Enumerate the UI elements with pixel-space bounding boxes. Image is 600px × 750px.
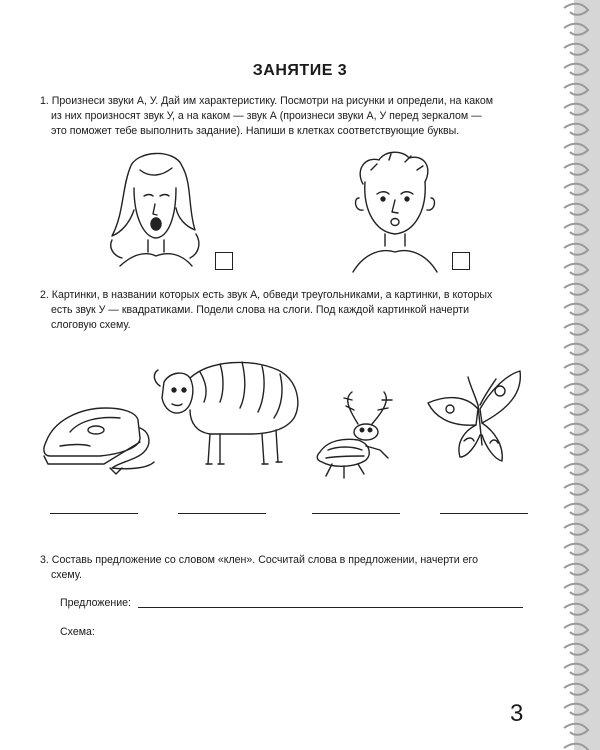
scheme-label: Схема:	[60, 626, 95, 638]
page-number: 3	[510, 700, 524, 727]
spiral-binding	[562, 0, 600, 750]
task-2-line-3: слоговую схему.	[51, 319, 131, 331]
binding-ring	[564, 164, 588, 175]
binding-ring	[564, 564, 588, 575]
sheep-picture	[150, 352, 310, 472]
binding-ring	[564, 384, 588, 395]
binding-ring	[564, 344, 588, 355]
task-1-line-3: это поможет тебе выполнить задание). Напиши в клетках соответствующие буквы.	[51, 125, 460, 137]
binding-ring	[564, 704, 588, 715]
binding-ring	[564, 544, 588, 555]
task-3	[40, 553, 540, 583]
answer-box-boy[interactable]	[452, 252, 470, 270]
binding-ring	[564, 284, 588, 295]
binding-ring	[564, 224, 588, 235]
girl-picture	[100, 148, 210, 273]
binding-ring	[564, 624, 588, 635]
binding-ring	[564, 444, 588, 455]
sentence-label: Предложение:	[60, 597, 132, 609]
binding-ring	[564, 364, 588, 375]
butterfly-picture	[420, 365, 530, 475]
task-3-line-1: Составь предложение со словом «клен». Сосчитай слова в предложении, начерти его	[51, 554, 479, 566]
binding-ring	[564, 244, 588, 255]
task-2	[40, 288, 540, 333]
binding-ring	[564, 604, 588, 615]
binding-ring	[564, 324, 588, 335]
binding-ring	[564, 484, 588, 495]
binding-ring	[564, 204, 588, 215]
binding-ring	[564, 504, 588, 515]
iron-picture	[40, 398, 160, 478]
lesson-title: ЗАНЯТИЕ 3	[252, 62, 348, 79]
binding-ring	[564, 264, 588, 275]
binding-ring	[564, 584, 588, 595]
task-1-number: 1.	[40, 95, 49, 107]
syllable-line-sheep[interactable]	[178, 513, 266, 514]
binding-ring	[564, 84, 588, 95]
binding-ring	[564, 304, 588, 315]
binding-ring	[564, 144, 588, 155]
binding-ring	[564, 24, 588, 35]
beetle-picture	[308, 388, 408, 483]
task-2-line-2: есть звук У — квадратиками. Подели слова на слоги. Под каждой картинкой начерти	[51, 304, 470, 316]
binding-ring	[564, 524, 588, 535]
binding-ring	[564, 64, 588, 75]
task-2-line-1: Картинки, в названии которых есть звук А, обведи треугольниками, а картинки, в которых	[51, 289, 493, 301]
task-3-number: 3.	[40, 554, 49, 566]
task-1-line-1: Произнеси звуки А, У. Дай им характеристику. Посмотри на рисунки и определи, на каком	[51, 95, 494, 107]
task-1-line-2: из них произносят звук У, а на каком — звук А (произнеси звуки А, У перед зеркалом —	[51, 110, 482, 122]
task-2-number: 2.	[40, 289, 49, 301]
boy-picture	[345, 150, 445, 275]
task-1	[40, 94, 540, 139]
binding-ring	[564, 4, 588, 15]
sentence-line[interactable]	[138, 607, 523, 608]
binding-ring	[564, 724, 588, 735]
task-3-line-2: схему.	[51, 569, 82, 581]
binding-ring	[564, 424, 588, 435]
binding-ring	[564, 664, 588, 675]
binding-rings	[562, 0, 600, 750]
syllable-line-iron[interactable]	[50, 513, 138, 514]
binding-ring	[564, 644, 588, 655]
binding-ring	[564, 744, 588, 750]
binding-ring	[564, 124, 588, 135]
binding-ring	[564, 684, 588, 695]
answer-box-girl[interactable]	[215, 252, 233, 270]
syllable-line-butterfly[interactable]	[440, 513, 528, 514]
binding-ring	[564, 44, 588, 55]
binding-ring	[564, 464, 588, 475]
binding-ring	[564, 404, 588, 415]
binding-ring	[564, 184, 588, 195]
binding-ring	[564, 104, 588, 115]
syllable-line-beetle[interactable]	[312, 513, 400, 514]
